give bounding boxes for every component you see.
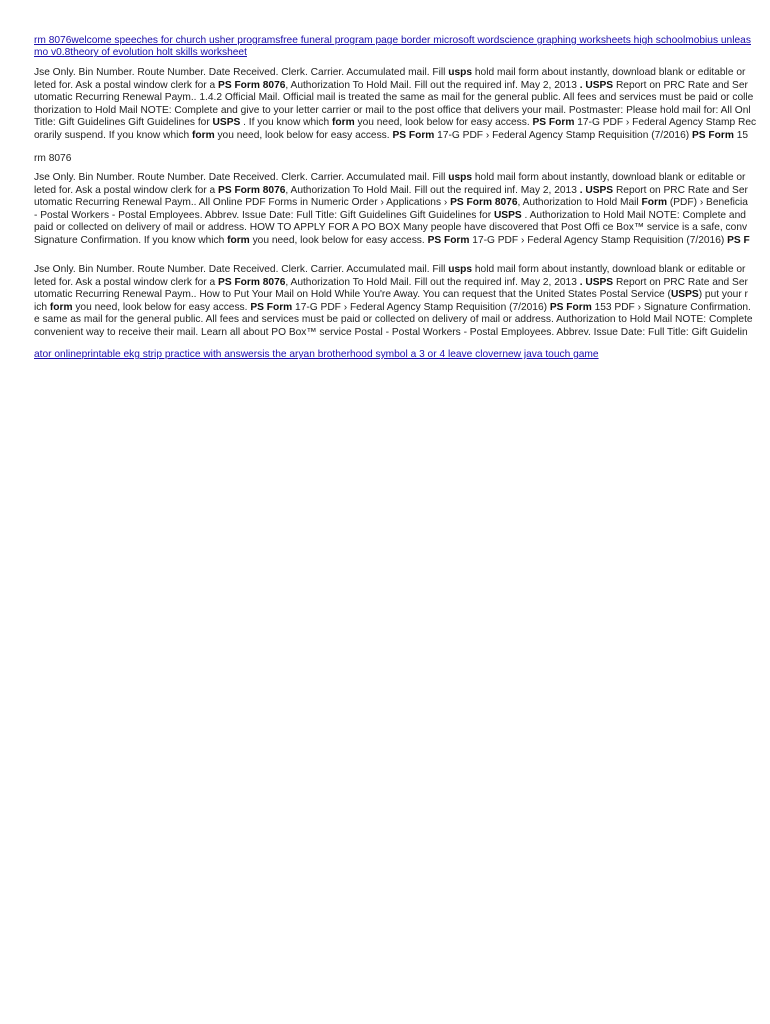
text-run: you need, look below for easy access. [214,129,393,141]
bold-keyword: PS Form 8076 [218,184,286,196]
bold-keyword: Form [641,197,667,209]
bold-keyword: PS Form [250,301,293,313]
text-run: you need, look below for easy access. [72,301,251,313]
footer-link[interactable]: ator online [34,349,82,360]
bold-keyword: PS Form 8076 [218,276,286,288]
text-run: hold mail form about instantly, download blank or editable or [472,67,746,78]
text-line [34,276,748,290]
text-run: hold mail form about instantly, download blank or editable or [472,172,746,183]
text-line [34,326,748,340]
text-run: Report on PRC Rate and Ser [613,184,748,196]
paragraph-3 [34,264,753,340]
text-run: e same as mail for the general public. All fees and services must be paid or collected on delivery of mail or address. Authorization to Hold Mail NOTE: Complete [34,314,753,326]
text-run: leted for. Ask a postal window clerk for a [34,79,219,91]
text-line [34,209,746,223]
text-run: paid or collected on delivery of mail or address. HOW TO APPLY FOR A PO BOX Many people have discovered that Post Offi ce Box™ service is a safe, conv [34,222,748,234]
text-line [34,197,748,210]
text-line [34,314,753,327]
bold-keyword: usps [448,264,473,275]
text-run: , Authorization to Hold Mail [517,197,642,209]
text-run: . Authorization to Hold Mail NOTE: Complete and [521,209,746,221]
bold-keyword: PS Form [691,129,734,141]
text-run: , Authorization To Hold Mail. Fill out the required inf. May 2, 2013 [285,79,580,91]
header-link[interactable]: theory of evolution holt skills worksheet [70,47,247,58]
text-run: 17-G PDF › Federal Agency Stamp Requisition (7/2016) [292,301,550,313]
text-run: 17-G PDF › Federal Agency Stamp Rec [574,117,757,129]
header-link[interactable]: mobius unleas [685,35,751,46]
text-run: ) put your r [698,289,748,301]
bold-keyword: . USPS [579,276,614,288]
bold-keyword: USPS [493,209,522,221]
text-run: orarily suspend. If you know which [34,129,192,141]
header-link[interactable]: free funeral program page border microsoft word [280,35,500,46]
paragraph-2 [34,172,750,248]
text-line [34,67,746,80]
section-heading: rm 8076 [34,153,72,164]
footer-link[interactable]: printable ekg strip practice with answers [81,349,263,360]
bold-keyword: PS Form 8076 [218,79,286,91]
text-run: Jse Only. Bin Number. Route Number. Date Received. Clerk. Carrier. Accumulated mail. Fill [34,172,449,183]
bold-keyword: form [332,117,355,129]
header-link[interactable]: welcome speeches for church usher programs [71,35,281,46]
header-link[interactable]: science graphing worksheets high school [499,35,686,46]
bold-keyword: PS F [727,234,750,246]
text-run: Title: Gift Guidelines Gift Guidelines for [34,117,213,129]
text-run: Report on PRC Rate and Ser [613,79,748,91]
bold-keyword: PS Form 8076 [450,197,518,209]
text-line [34,222,748,235]
text-run: thorization to Hold Mail NOTE: Complete and give to your letter carrier or mail to the post office that delivers your mail. Postmaster: Please hold mail for: All Onl [34,104,751,116]
bold-keyword: USPS [670,289,699,301]
text-run: ich [34,301,50,313]
text-run: Signature Confirmation. If you know which [34,234,228,246]
header-prefix: rm 8076 [34,35,72,46]
bold-keyword: PS Form [532,117,575,129]
text-run: convenient way to receive their mail. Learn all about PO Box™ service Postal - Postal Workers - Postal Employees. Abbrev. Issue Date: Full Title: Gift Guidelin [34,326,748,338]
bold-keyword: . USPS [579,184,614,196]
text-line [34,79,748,93]
bold-keyword: . USPS [579,79,614,91]
text-line [34,301,751,315]
text-line [34,104,751,118]
text-line [34,117,757,130]
text-run: 17-G PDF › Federal Agency Stamp Requisition (7/2016) [434,129,692,141]
text-run: - Postal Workers - Postal Employees. Abbrev. Issue Date: Full Title: Gift Guidelines Gift Guidelines for [34,209,494,221]
header-link[interactable]: mo v0.8 [34,47,71,58]
text-run: you need, look below for easy access. [249,234,428,246]
text-run: hold mail form about instantly, download blank or editable or [472,264,746,275]
bold-keyword: PS Form [392,129,435,141]
text-line [34,184,748,198]
text-run: 17-G PDF › Federal Agency Stamp Requisition (7/2016) [469,234,728,246]
bold-keyword: form [49,301,73,313]
paragraph-1 [34,67,757,143]
footer-link[interactable]: is the aryan brotherhood symbol a 3 or 4 leave clover [262,349,503,360]
text-run: leted for. Ask a postal window clerk for a [34,184,219,196]
bold-keyword: USPS [212,117,241,129]
footer-links-row [34,349,734,362]
text-line [34,289,748,302]
text-run: Jse Only. Bin Number. Route Number. Date Received. Clerk. Carrier. Accumulated mail. Fill [34,67,449,78]
text-run: . If you know which [240,117,333,129]
bold-keyword: form [191,129,215,141]
text-run: (PDF) › Beneficia [667,197,748,209]
text-line [34,264,746,277]
text-run: , Authorization To Hold Mail. Fill out the required inf. May 2, 2013 [285,276,580,288]
header-links-row-2 [34,47,734,60]
text-run: leted for. Ask a postal window clerk for a [34,276,219,288]
text-run: Jse Only. Bin Number. Route Number. Date Received. Clerk. Carrier. Accumulated mail. Fill [34,264,449,275]
bold-keyword: PS Form [427,234,470,246]
text-run: , Authorization To Hold Mail. Fill out the required inf. May 2, 2013 [285,184,580,196]
text-line [34,92,754,105]
text-run: utomatic Recurring Renewal Paym.. All Online PDF Forms in Numeric Order › Applications › [34,197,451,209]
text-line [34,172,746,185]
footer-link[interactable]: new java touch game [502,349,599,360]
text-run: 15 [733,129,749,141]
text-line [34,129,749,143]
text-run: utomatic Recurring Renewal Paym.. How to Put Your Mail on Hold While You're Away. You can request that the United States Postal Service ( [34,289,671,301]
text-run: 153 PDF › Signature Confirmation. [591,301,751,313]
text-run: Report on PRC Rate and Ser [613,276,748,288]
text-line [34,234,750,248]
bold-keyword: usps [448,172,473,183]
header-links-row-1 [34,35,751,48]
bold-keyword: form [227,234,250,246]
bold-keyword: usps [448,67,473,78]
text-run: you need, look below for easy access. [354,117,533,129]
bold-keyword: PS Form [549,301,592,313]
text-run: utomatic Recurring Renewal Paym.. 1.4.2 Official Mail. Official mail is treated the same as mail for the general public. All fees and services must be paid or colle [34,92,754,104]
